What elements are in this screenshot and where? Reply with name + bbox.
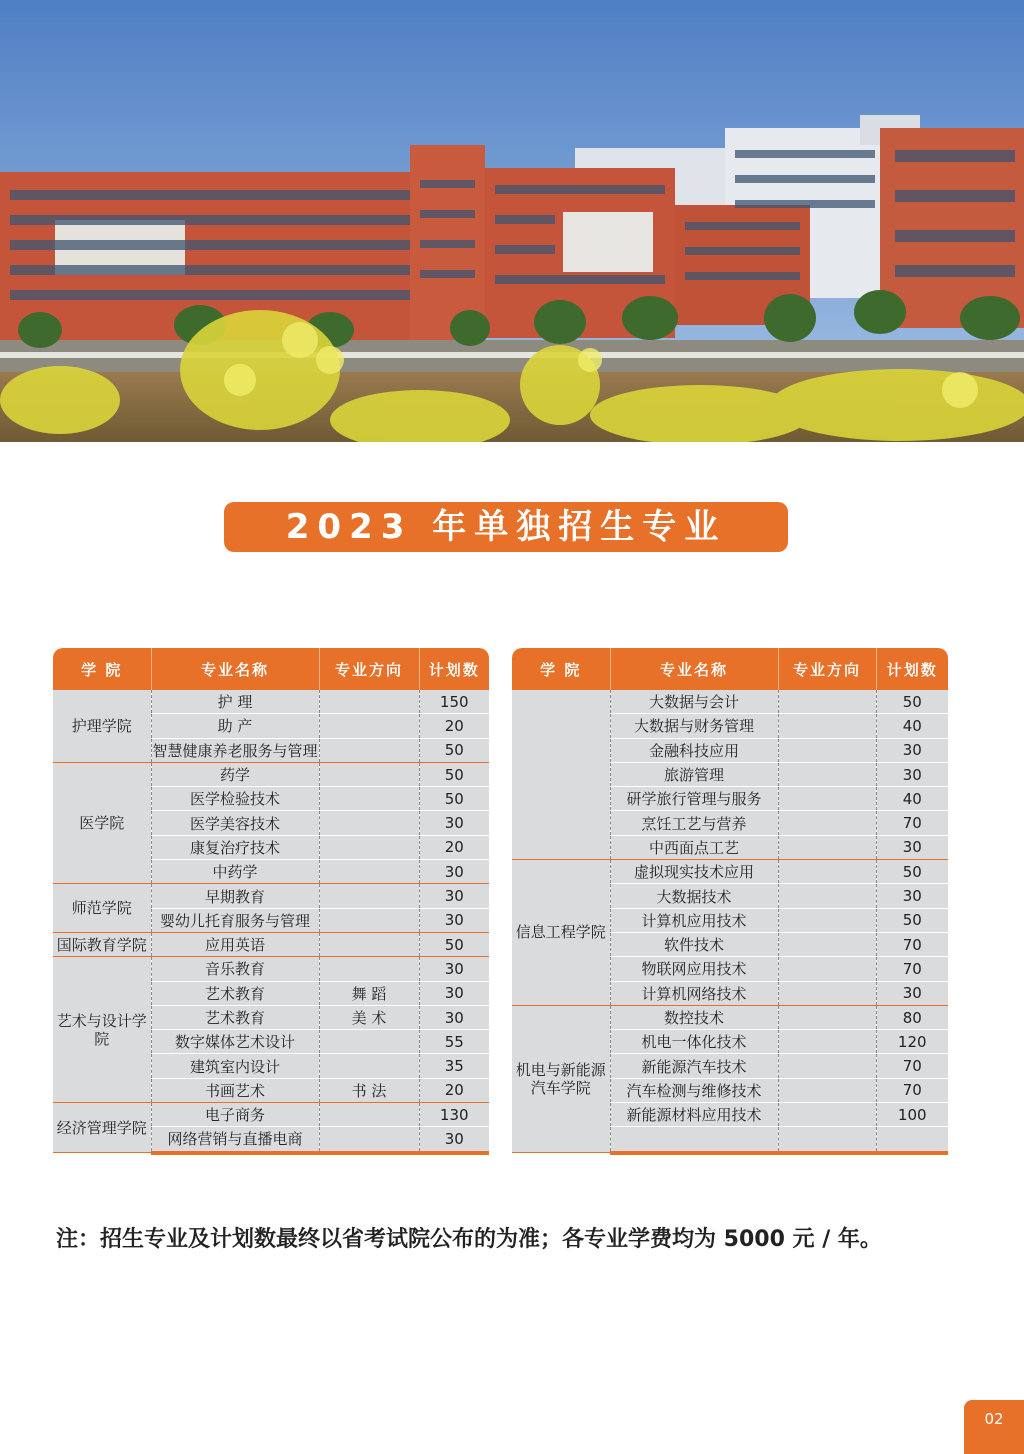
direction-cell: [778, 1005, 876, 1029]
plan-cell: 50: [876, 908, 948, 932]
direction-cell: [319, 1103, 419, 1127]
direction-cell: [319, 690, 419, 714]
direction-cell: [778, 860, 876, 884]
major-cell: 大数据技术: [610, 884, 778, 908]
college-cell: 医学院: [53, 762, 151, 883]
plan-cell: 130: [419, 1103, 489, 1127]
direction-cell: [778, 884, 876, 908]
page-number: 02: [964, 1400, 1024, 1454]
major-cell: 机电一体化技术: [610, 1030, 778, 1054]
direction-cell: [319, 738, 419, 762]
table-row: [512, 690, 948, 714]
major-cell: 旅游管理: [610, 762, 778, 786]
direction-cell: [319, 908, 419, 932]
major-cell: 新能源汽车技术: [610, 1054, 778, 1078]
hero-campus-photo: [0, 0, 1024, 442]
major-cell: 汽车检测与维修技术: [610, 1078, 778, 1102]
direction-cell: [778, 787, 876, 811]
plan-cell: 30: [876, 738, 948, 762]
plan-cell: 70: [876, 1054, 948, 1078]
table-row: [53, 690, 489, 714]
direction-cell: [319, 762, 419, 786]
plan-cell: 30: [419, 1005, 489, 1029]
plan-cell: 150: [419, 690, 489, 714]
campus-illustration: [0, 0, 1024, 442]
major-cell: 康复治疗技术: [151, 835, 319, 859]
direction-cell: [319, 811, 419, 835]
college-cell: 国际教育学院: [53, 932, 151, 956]
direction-cell: [319, 932, 419, 956]
direction-cell: [778, 1030, 876, 1054]
major-cell: 早期教育: [151, 884, 319, 908]
footnote: 注：招生专业及计划数最终以省考试院公布的为准；各专业学费均为 5000 元 / 年。: [56, 1227, 882, 1252]
direction-cell: [778, 981, 876, 1005]
direction-cell: [778, 835, 876, 859]
header-major: 专业名称: [610, 648, 778, 690]
plan-cell: 70: [876, 957, 948, 981]
plan-cell: 100: [876, 1103, 948, 1127]
direction-cell: [778, 811, 876, 835]
major-cell: 新能源材料应用技术: [610, 1103, 778, 1127]
plan-cell: 70: [876, 932, 948, 956]
college-cell: 师范学院: [53, 884, 151, 933]
major-cell: 智慧健康养老服务与管理: [151, 738, 319, 762]
major-cell: 电子商务: [151, 1103, 319, 1127]
plan-cell: 55: [419, 1030, 489, 1054]
plan-cell: 20: [419, 1078, 489, 1102]
major-cell: 护 理: [151, 690, 319, 714]
major-cell: 书画艺术: [151, 1078, 319, 1102]
direction-cell: [778, 738, 876, 762]
table-row: [53, 932, 489, 956]
table-row: [512, 1005, 948, 1029]
major-cell: 虚拟现实技术应用: [610, 860, 778, 884]
header-plan: 计划数: [419, 648, 489, 690]
major-cell: 中药学: [151, 860, 319, 884]
header-plan: 计划数: [876, 648, 948, 690]
plan-cell: 20: [419, 714, 489, 738]
major-cell: 研学旅行管理与服务: [610, 787, 778, 811]
major-cell: 数字媒体艺术设计: [151, 1030, 319, 1054]
direction-cell: 舞 蹈: [319, 981, 419, 1005]
direction-cell: 书 法: [319, 1078, 419, 1102]
major-cell: 医学检验技术: [151, 787, 319, 811]
college-cell: 护理学院: [53, 690, 151, 762]
direction-cell: [319, 1030, 419, 1054]
plan-cell: 70: [876, 811, 948, 835]
direction-cell: [778, 1078, 876, 1102]
plan-cell: 20: [419, 835, 489, 859]
plan-cell: 70: [876, 1078, 948, 1102]
plan-cell: 40: [876, 787, 948, 811]
header-major: 专业名称: [151, 648, 319, 690]
major-cell: 计算机网络技术: [610, 981, 778, 1005]
major-cell: 烹饪工艺与营养: [610, 811, 778, 835]
plan-cell: 120: [876, 1030, 948, 1054]
header-direction: 专业方向: [319, 648, 419, 690]
direction-cell: [778, 690, 876, 714]
plan-cell: 30: [876, 835, 948, 859]
plan-cell: 50: [419, 762, 489, 786]
plan-cell: 30: [876, 762, 948, 786]
college-cell: 艺术与设计学院: [53, 957, 151, 1103]
plan-cell: 30: [419, 811, 489, 835]
major-cell: 计算机应用技术: [610, 908, 778, 932]
major-cell: 物联网应用技术: [610, 957, 778, 981]
table-row: [53, 884, 489, 908]
header-direction: 专业方向: [778, 648, 876, 690]
major-cell: 金融科技应用: [610, 738, 778, 762]
major-cell: 艺术教育: [151, 981, 319, 1005]
right-admission-table: [512, 648, 948, 1155]
direction-cell: [778, 932, 876, 956]
plan-cell: 50: [419, 787, 489, 811]
major-cell: 网络营销与直播电商: [151, 1127, 319, 1153]
plan-cell: 50: [876, 860, 948, 884]
direction-cell: [778, 1054, 876, 1078]
direction-cell: 美 术: [319, 1005, 419, 1029]
major-cell: 数控技术: [610, 1005, 778, 1029]
table-row: [512, 860, 948, 884]
plan-cell: 50: [419, 738, 489, 762]
plan-cell: 30: [876, 884, 948, 908]
direction-cell: [319, 884, 419, 908]
direction-cell: [778, 1127, 876, 1153]
plan-cell: 30: [876, 981, 948, 1005]
left-admission-table: [53, 648, 489, 1155]
major-cell: 软件技术: [610, 932, 778, 956]
direction-cell: [778, 957, 876, 981]
major-cell: 大数据与会计: [610, 690, 778, 714]
table-header-row: [512, 648, 948, 690]
plan-cell: 35: [419, 1054, 489, 1078]
major-cell: 婴幼儿托育服务与管理: [151, 908, 319, 932]
table-header-row: [53, 648, 489, 690]
college-cell: 机电与新能源汽车学院: [512, 1005, 610, 1152]
header-college: 学 院: [53, 648, 151, 690]
direction-cell: [319, 714, 419, 738]
plan-cell: 30: [419, 1127, 489, 1153]
direction-cell: [319, 787, 419, 811]
college-cell: [512, 690, 610, 860]
plan-cell: 50: [419, 932, 489, 956]
college-cell: 信息工程学院: [512, 860, 610, 1006]
major-cell: 中西面点工艺: [610, 835, 778, 859]
major-cell: 助 产: [151, 714, 319, 738]
page-title: 2023 年单独招生专业: [224, 502, 788, 552]
major-cell: 音乐教育: [151, 957, 319, 981]
table-row: [53, 957, 489, 981]
header-college: 学 院: [512, 648, 610, 690]
major-cell: [610, 1127, 778, 1153]
major-cell: 医学美容技术: [151, 811, 319, 835]
plan-cell: 80: [876, 1005, 948, 1029]
direction-cell: [778, 762, 876, 786]
table-row: [53, 762, 489, 786]
direction-cell: [778, 714, 876, 738]
direction-cell: [319, 1127, 419, 1153]
plan-cell: 40: [876, 714, 948, 738]
direction-cell: [778, 908, 876, 932]
plan-cell: [876, 1127, 948, 1153]
plan-cell: 30: [419, 884, 489, 908]
direction-cell: [319, 1054, 419, 1078]
plan-cell: 30: [419, 981, 489, 1005]
plan-cell: 50: [876, 690, 948, 714]
direction-cell: [319, 835, 419, 859]
direction-cell: [319, 860, 419, 884]
plan-cell: 30: [419, 860, 489, 884]
plan-cell: 30: [419, 908, 489, 932]
direction-cell: [319, 957, 419, 981]
table-row: [53, 1103, 489, 1127]
major-cell: 大数据与财务管理: [610, 714, 778, 738]
major-cell: 药学: [151, 762, 319, 786]
major-cell: 艺术教育: [151, 1005, 319, 1029]
college-cell: 经济管理学院: [53, 1103, 151, 1153]
plan-cell: 30: [419, 957, 489, 981]
major-cell: 应用英语: [151, 932, 319, 956]
direction-cell: [778, 1103, 876, 1127]
major-cell: 建筑室内设计: [151, 1054, 319, 1078]
